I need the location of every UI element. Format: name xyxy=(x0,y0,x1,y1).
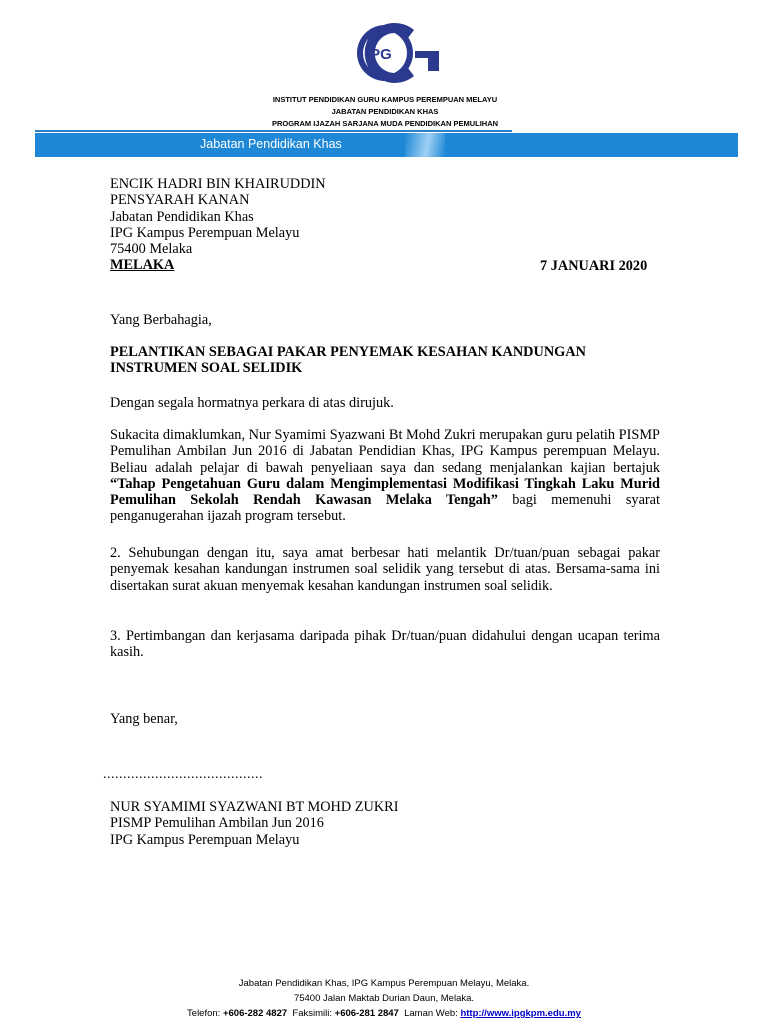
footer-contact xyxy=(0,1006,768,1021)
header-line-3: PROGRAM IJAZAH SARJANA MUDA PENDIDIKAN PEMULIHAN xyxy=(271,119,499,128)
footer-line-2: 75400 Jalan Maktab Durian Daun, Melaka. xyxy=(293,993,475,1004)
intro-paragraph: Dengan segala hormatnya perkara di atas dirujuk. xyxy=(110,395,394,411)
web-label: Laman Web: xyxy=(398,1008,461,1019)
signature-line: ........................................ xyxy=(103,767,263,782)
fax-label: Faksimili: xyxy=(287,1008,335,1019)
sender-name: NUR SYAMIMI SYAZWANI BT MOHD ZUKRI xyxy=(110,799,399,815)
footer-line-1: Jabatan Pendidikan Khas, IPG Kampus Perempuan Melayu, Melaka. xyxy=(238,978,530,989)
ipg-logo xyxy=(352,22,446,84)
recipient-title: PENSYARAH KANAN xyxy=(110,192,250,209)
recipient-address xyxy=(110,176,326,274)
sender-block xyxy=(110,799,398,848)
sender-program: PISMP Pemulihan Ambilan Jun 2016 xyxy=(110,815,324,832)
recipient-dept: Jabatan Pendidikan Khas xyxy=(110,208,254,225)
banner-title: Jabatan Pendidikan Khas xyxy=(200,137,342,151)
recipient-city: MELAKA xyxy=(110,257,175,274)
sender-institution: IPG Kampus Perempuan Melayu xyxy=(110,831,300,848)
study-title: “Tahap Pengetahuan Guru dalam Mengimplementasi Modifikasi Tingkah Laku Murid Pemulihan Sekolah Rendah Kawasan Melaka Tengah” xyxy=(110,475,660,509)
footer xyxy=(0,976,768,1021)
paragraph-1-text-b: bagi memenuhi syarat penganugerahan ijazah program tersebut. xyxy=(110,492,660,525)
banner-bar xyxy=(35,133,738,157)
tel-label: Telefon: xyxy=(187,1008,223,1019)
paragraph-1 xyxy=(110,427,660,525)
header-line-2: JABATAN PENDIDIKAN KHAS xyxy=(331,107,439,116)
recipient-institution: IPG Kampus Perempuan Melayu xyxy=(110,224,300,241)
subject-line-1: PELANTIKAN SEBAGAI PAKAR PENYEMAK KESAHAN KANDUNGAN xyxy=(110,344,586,360)
header-line-1: INSTITUT PENDIDIKAN GURU KAMPUS PEREMPUAN MELAYU xyxy=(272,95,498,104)
website-link[interactable]: http://www.ipgkpm.edu.my xyxy=(460,1008,581,1019)
logo-text: IPG xyxy=(366,46,392,63)
paragraph-1-text-a: Sukacita dimaklumkan, Nur Syamimi Syazwani Bt Mohd Zukri merupakan guru pelatih PISMP Pemulihan Ambilan Jun 2016 di Jabatan Pendidian Khas, IPG Kampus perempuan Melayu. Beliau adalah pelajar di bawah penyeliaan saya dan sedang menjalankan kajian bertajuk xyxy=(110,427,660,476)
department-banner xyxy=(35,130,738,157)
banner-top-line xyxy=(35,130,512,132)
paragraph-3: 3. Pertimbangan dan kerjasama daripada pihak Dr/tuan/puan didahului dengan ucapan terima kasih. xyxy=(110,628,660,661)
fax-number: +606-281 2847 xyxy=(334,1008,399,1019)
recipient-postcode: 75400 Melaka xyxy=(110,241,193,258)
institution-header xyxy=(180,94,590,130)
closing: Yang benar, xyxy=(110,711,178,727)
paragraph-2: 2. Sehubungan dengan itu, saya amat berbesar hati melantik Dr/tuan/puan sebagai pakar penyemak kesahan kandungan instrumen soal selidik yang tersebut di atas. Bersama-sama ini disertakan surat akuan menyemak kesahan kandungan instrumen soal selidik. xyxy=(110,545,660,594)
tel-number: +606-282 4827 xyxy=(222,1008,288,1019)
salutation: Yang Berbahagia, xyxy=(110,312,212,328)
banner-highlight xyxy=(405,133,445,157)
subject-line-2: INSTRUMEN SOAL SELIDIK xyxy=(110,360,303,377)
letter-date: 7 JANUARI 2020 xyxy=(540,258,648,274)
subject xyxy=(110,344,586,377)
recipient-name: ENCIK HADRI BIN KHAIRUDDIN xyxy=(110,176,326,192)
